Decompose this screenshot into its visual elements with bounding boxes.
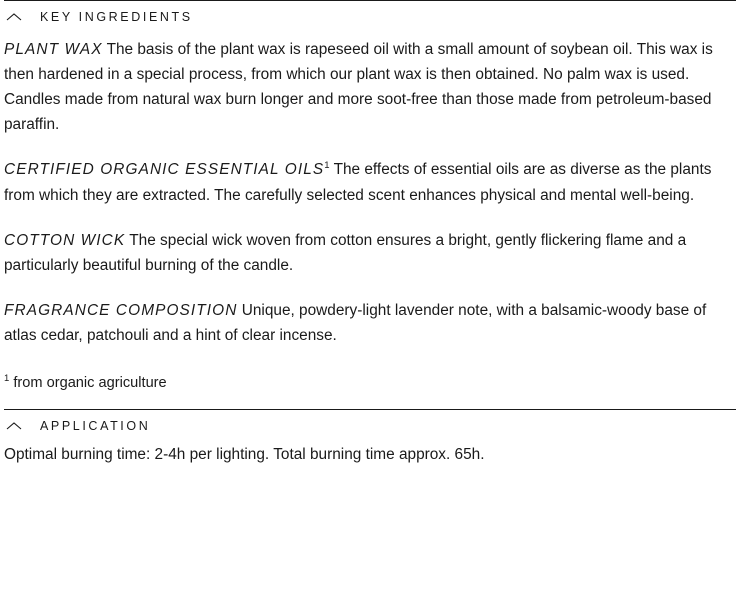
section-title: APPLICATION — [40, 418, 151, 433]
application-text: Optimal burning time: 2-4h per lighting. Total burning time approx. 65h. — [4, 445, 485, 463]
ingredient-block — [4, 298, 736, 348]
ingredient-description: The special wick woven from cotton ensures a bright, gently flickering flame and a particularly beautiful burning of the candle. — [4, 231, 687, 274]
footnote-text: from organic agriculture — [13, 374, 167, 391]
ingredient-paragraph — [4, 37, 736, 137]
footnote — [4, 368, 736, 395]
ingredient-description: The basis of the plant wax is rapeseed oil with a small amount of soybean oil. This wax is then hardened in a special process, from which our plant wax is then obtained. No palm wax is used. Candles made from natural wax burn longer and more soot-free than those made from petroleum-based paraffin. — [4, 41, 713, 134]
ingredient-term: CERTIFIED ORGANIC ESSENTIAL OILS — [4, 161, 325, 179]
section-spacer — [4, 395, 736, 409]
ingredient-paragraph — [4, 298, 736, 348]
footnote-superscript: 1 — [324, 160, 330, 172]
ingredient-paragraph — [4, 228, 736, 278]
footnote-marker: 1 — [4, 373, 10, 385]
section-header-key-ingredients[interactable] — [4, 1, 736, 32]
ingredient-block — [4, 157, 736, 207]
ingredient-term: COTTON WICK — [4, 231, 126, 249]
ingredient-paragraph — [4, 157, 736, 207]
ingredient-block — [4, 228, 736, 278]
section-header-application[interactable] — [4, 410, 736, 441]
chevron-up-icon[interactable] — [6, 12, 22, 22]
ingredient-block — [4, 37, 736, 137]
ingredient-description: Unique, powdery-light lavender note, with a balsamic-woody base of atlas cedar, patchouli and a hint of clear incense. — [4, 301, 707, 344]
chevron-up-icon[interactable] — [6, 421, 22, 431]
ingredient-description: The effects of essential oils are as diverse as the plants from which they are extracted. The carefully selected scent enhances physical and mental well-being. — [4, 161, 712, 204]
ingredient-term: PLANT WAX — [4, 41, 103, 58]
key-ingredients-body — [4, 32, 736, 395]
ingredient-term: FRAGRANCE COMPOSITION — [4, 301, 238, 319]
section-title: KEY INGREDIENTS — [40, 10, 193, 24]
application-body — [4, 441, 736, 467]
